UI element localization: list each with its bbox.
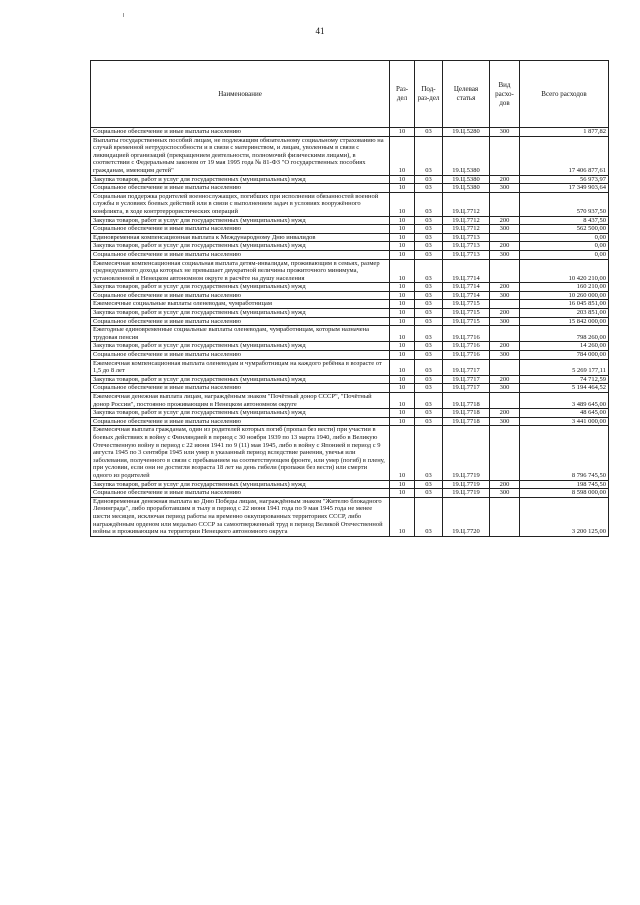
row-subsection: 03 [415, 409, 443, 418]
row-section: 10 [390, 259, 415, 283]
row-name: Социальное обеспечение и иные выплаты населению [91, 417, 390, 426]
table-row [91, 417, 609, 426]
row-amount: 48 645,00 [520, 409, 609, 418]
row-name: Ежемесячная компенсационная социальная выплата детям-инвалидам, проживающим в семьях, размер среднедушевого дохода которых не превышает двукратной величины прожиточного минимума, установленной в Ненецком автономном округе в расчёте на душу населения [91, 259, 390, 283]
row-target-article: 19.Ц.7713 [443, 233, 490, 242]
row-subsection: 03 [415, 233, 443, 242]
row-amount: 798 260,00 [520, 326, 609, 342]
row-amount: 3 489 645,00 [520, 393, 609, 409]
row-subsection: 03 [415, 291, 443, 300]
table-row [91, 300, 609, 309]
row-expense-type: 300 [490, 384, 520, 393]
row-amount: 56 973,97 [520, 175, 609, 184]
table-row [91, 497, 609, 536]
row-name: Социальное обеспечение и иные выплаты населению [91, 317, 390, 326]
row-expense-type: 200 [490, 216, 520, 225]
row-section: 10 [390, 489, 415, 498]
table-row [91, 480, 609, 489]
table-row [91, 359, 609, 375]
row-subsection: 03 [415, 359, 443, 375]
row-amount: 3 200 125,00 [520, 497, 609, 536]
row-expense-type [490, 393, 520, 409]
row-expense-type [490, 192, 520, 216]
row-amount: 160 210,00 [520, 283, 609, 292]
row-section: 10 [390, 128, 415, 137]
row-target-article: 19.Ц.7717 [443, 375, 490, 384]
row-name: Социальное обеспечение и иные выплаты населению [91, 384, 390, 393]
row-name: Социальное обеспечение и иные выплаты населению [91, 250, 390, 259]
row-name: Закупка товаров, работ и услуг для государственных (муниципальных) нужд [91, 409, 390, 418]
row-name: Социальное обеспечение и иные выплаты населению [91, 225, 390, 234]
row-expense-type: 300 [490, 291, 520, 300]
row-subsection: 03 [415, 300, 443, 309]
row-section: 10 [390, 136, 415, 175]
row-subsection: 03 [415, 283, 443, 292]
table-row [91, 216, 609, 225]
row-subsection: 03 [415, 184, 443, 193]
row-section: 10 [390, 250, 415, 259]
row-amount: 15 842 000,00 [520, 317, 609, 326]
row-amount: 10 420 210,00 [520, 259, 609, 283]
row-amount: 203 851,00 [520, 309, 609, 318]
row-amount: 5 194 464,52 [520, 384, 609, 393]
row-expense-type: 200 [490, 309, 520, 318]
row-amount: 5 269 177,11 [520, 359, 609, 375]
row-name: Ежегодные единовременные социальные выплаты оленеводам, чумработницам, которым назначена трудовая пенсия [91, 326, 390, 342]
row-expense-type [490, 359, 520, 375]
row-name: Единовременная денежная выплата ко Дню Победы лицам, награждённым знаком "Жителю блокадного Ленинграда", либо проработавшим в тылу в период с 22 июня 1941 года по 9 мая 1945 года не менее шести месяцев, исключая период работы на временно оккупированных территориях СССР, либо награждённым орденом или медалью СССР за самоотверженный труд в период Великой Отечественной войны и проживающим на территории Ненецкого автономного округа [91, 497, 390, 536]
row-target-article: 19.Ц.7719 [443, 480, 490, 489]
row-section: 10 [390, 326, 415, 342]
table-row [91, 291, 609, 300]
row-name: Ежемесячные социальные выплаты оленеводам, чумработницам [91, 300, 390, 309]
table-row [91, 317, 609, 326]
table-row [91, 409, 609, 418]
row-expense-type: 300 [490, 128, 520, 137]
row-amount: 562 500,00 [520, 225, 609, 234]
row-expense-type [490, 233, 520, 242]
row-subsection: 03 [415, 128, 443, 137]
row-subsection: 03 [415, 192, 443, 216]
row-subsection: 03 [415, 216, 443, 225]
row-target-article: 19.Ц.7712 [443, 225, 490, 234]
row-subsection: 03 [415, 309, 443, 318]
row-name: Закупка товаров, работ и услуг для государственных (муниципальных) нужд [91, 480, 390, 489]
row-subsection: 03 [415, 342, 443, 351]
row-expense-type: 300 [490, 225, 520, 234]
table-row [91, 175, 609, 184]
table-row [91, 259, 609, 283]
row-target-article: 19.Ц.7715 [443, 300, 490, 309]
row-expense-type: 300 [490, 250, 520, 259]
row-target-article: 19.Ц.5380 [443, 175, 490, 184]
row-section: 10 [390, 426, 415, 480]
row-section: 10 [390, 417, 415, 426]
row-name: Социальное обеспечение и иные выплаты населению [91, 128, 390, 137]
row-subsection: 03 [415, 225, 443, 234]
row-target-article: 19.Ц.7714 [443, 259, 490, 283]
page-number: 41 [315, 26, 325, 36]
row-subsection: 03 [415, 426, 443, 480]
header-expense-type: Вид расхо-дов [490, 61, 520, 128]
row-amount: 14 260,00 [520, 342, 609, 351]
row-subsection: 03 [415, 136, 443, 175]
scan-speck [123, 13, 124, 17]
row-name: Социальное обеспечение и иные выплаты населению [91, 184, 390, 193]
row-amount: 570 937,50 [520, 192, 609, 216]
table-row [91, 250, 609, 259]
row-expense-type [490, 300, 520, 309]
row-section: 10 [390, 359, 415, 375]
row-target-article: 19.Ц.7712 [443, 192, 490, 216]
row-target-article: 19.Ц.7714 [443, 283, 490, 292]
row-target-article: 19.Ц.7716 [443, 326, 490, 342]
row-target-article: 19.Ц.7716 [443, 351, 490, 360]
row-section: 10 [390, 225, 415, 234]
row-section: 10 [390, 175, 415, 184]
row-section: 10 [390, 291, 415, 300]
row-target-article: 19.Ц.7718 [443, 417, 490, 426]
row-expense-type: 300 [490, 417, 520, 426]
row-target-article: 19.Ц.7715 [443, 317, 490, 326]
row-expense-type: 300 [490, 184, 520, 193]
row-target-article: 19.Ц.7718 [443, 393, 490, 409]
row-section: 10 [390, 393, 415, 409]
row-subsection: 03 [415, 384, 443, 393]
row-section: 10 [390, 242, 415, 251]
row-amount: 198 745,50 [520, 480, 609, 489]
row-expense-type: 200 [490, 480, 520, 489]
row-name: Социальное обеспечение и иные выплаты населению [91, 351, 390, 360]
budget-table [90, 60, 609, 537]
row-amount: 8 796 745,50 [520, 426, 609, 480]
row-amount: 8 598 000,00 [520, 489, 609, 498]
table-body [91, 128, 609, 537]
row-section: 10 [390, 300, 415, 309]
row-amount: 16 045 851,00 [520, 300, 609, 309]
table-row [91, 184, 609, 193]
row-subsection: 03 [415, 259, 443, 283]
row-name: Закупка товаров, работ и услуг для государственных (муниципальных) нужд [91, 216, 390, 225]
row-section: 10 [390, 375, 415, 384]
table-row [91, 309, 609, 318]
row-target-article: 19.Ц.7713 [443, 250, 490, 259]
row-amount: 1 877,82 [520, 128, 609, 137]
row-subsection: 03 [415, 317, 443, 326]
row-subsection: 03 [415, 250, 443, 259]
row-amount: 784 000,00 [520, 351, 609, 360]
row-expense-type: 300 [490, 489, 520, 498]
row-expense-type [490, 136, 520, 175]
row-subsection: 03 [415, 375, 443, 384]
row-expense-type [490, 497, 520, 536]
row-amount: 0,00 [520, 250, 609, 259]
row-target-article: 19.Ц.5380 [443, 136, 490, 175]
row-section: 10 [390, 309, 415, 318]
table-row [91, 375, 609, 384]
table-row [91, 233, 609, 242]
row-target-article: 19.Ц.7720 [443, 497, 490, 536]
row-subsection: 03 [415, 393, 443, 409]
header-row [91, 61, 609, 128]
row-expense-type: 300 [490, 351, 520, 360]
row-subsection: 03 [415, 351, 443, 360]
header-total: Всего расходов [520, 61, 609, 128]
row-name: Закупка товаров, работ и услуг для государственных (муниципальных) нужд [91, 283, 390, 292]
table-row [91, 426, 609, 480]
row-subsection: 03 [415, 489, 443, 498]
header-section: Раз-дел [390, 61, 415, 128]
row-target-article: 19.Ц.7715 [443, 309, 490, 318]
row-target-article: 19.Ц.7712 [443, 216, 490, 225]
row-name: Закупка товаров, работ и услуг для государственных (муниципальных) нужд [91, 342, 390, 351]
table-row [91, 351, 609, 360]
table-row [91, 192, 609, 216]
table-row [91, 242, 609, 251]
row-section: 10 [390, 351, 415, 360]
row-section: 10 [390, 283, 415, 292]
header-target-article: Целевая статья [443, 61, 490, 128]
row-section: 10 [390, 409, 415, 418]
table-row [91, 136, 609, 175]
row-target-article: 19.Ц.5280 [443, 128, 490, 137]
table-row [91, 489, 609, 498]
row-target-article: 19.Ц.7719 [443, 489, 490, 498]
row-name: Закупка товаров, работ и услуг для государственных (муниципальных) нужд [91, 309, 390, 318]
row-name: Единовременная компенсационная выплата к Международному Дню инвалидов [91, 233, 390, 242]
row-section: 10 [390, 184, 415, 193]
row-target-article: 19.Ц.5380 [443, 184, 490, 193]
row-name: Ежемесячная денежная выплата лицам, награждённым знаком "Почётный донор СССР", "Почётный донор России", постоянно проживающим в Ненецком автономном округе [91, 393, 390, 409]
row-amount: 17 406 877,61 [520, 136, 609, 175]
row-target-article: 19.Ц.7717 [443, 359, 490, 375]
row-name: Ежемесячная выплата гражданам, один из родителей которых погиб (пропал без вести) при участии в боевых действиях в войну с Финляндией в период с 30 ноября 1939 по 13 марта 1940, либо в Великую Отечественную войну в период с 22 июня 1941 по 9 (11) мая 1945, либо в войну с Японией в период с 9 августа 1945 по 3 сентября 1945 или умер в указанный период вследствие ранения, увечья или заболевания, полученного в связи с пребыванием на соответствующем фронте, или умер (погиб) в плену, при условии, если они не достигли возраста 18 лет на день гибели (пропажи без вести) или смерти одного из родителей [91, 426, 390, 480]
table-row [91, 225, 609, 234]
row-amount: 3 441 000,00 [520, 417, 609, 426]
row-section: 10 [390, 342, 415, 351]
row-name: Выплаты государственных пособий лицам, не подлежащим обязательному социальному страхованию на случай временной нетрудоспособности и в связи с материнством, и лицам, уволенным в связи с ликвидацией организаций (прекращением деятельности, полномочий физическими лицами), в соответствии с Федеральным законом от 19 мая 1995 года № 81-ФЗ "О государственных пособиях гражданам, имеющим детей" [91, 136, 390, 175]
row-subsection: 03 [415, 242, 443, 251]
table-row [91, 283, 609, 292]
row-target-article: 19.Ц.7714 [443, 291, 490, 300]
row-amount: 0,00 [520, 233, 609, 242]
row-expense-type: 200 [490, 175, 520, 184]
row-expense-type: 200 [490, 342, 520, 351]
row-name: Закупка товаров, работ и услуг для государственных (муниципальных) нужд [91, 175, 390, 184]
row-target-article: 19.Ц.7718 [443, 409, 490, 418]
row-name: Социальная поддержка родителей военнослужащих, погибших при исполнении обязанностей военной службы в условиях боевых действий или в связи с выполнением задач в условиях вооружённого конфликта, в ходе контртеррористических операций [91, 192, 390, 216]
row-amount: 17 349 903,64 [520, 184, 609, 193]
row-target-article: 19.Ц.7719 [443, 426, 490, 480]
row-section: 10 [390, 216, 415, 225]
row-name: Социальное обеспечение и иные выплаты населению [91, 291, 390, 300]
row-amount: 10 260 000,00 [520, 291, 609, 300]
row-section: 10 [390, 497, 415, 536]
row-target-article: 19.Ц.7717 [443, 384, 490, 393]
row-subsection: 03 [415, 417, 443, 426]
row-expense-type: 200 [490, 409, 520, 418]
row-subsection: 03 [415, 480, 443, 489]
row-amount: 8 437,50 [520, 216, 609, 225]
row-expense-type: 200 [490, 242, 520, 251]
row-expense-type [490, 259, 520, 283]
row-subsection: 03 [415, 326, 443, 342]
row-section: 10 [390, 317, 415, 326]
table-row [91, 326, 609, 342]
row-expense-type [490, 326, 520, 342]
header-subsection: Под-раз-дел [415, 61, 443, 128]
row-amount: 74 712,59 [520, 375, 609, 384]
row-section: 10 [390, 192, 415, 216]
row-section: 10 [390, 480, 415, 489]
row-section: 10 [390, 384, 415, 393]
row-target-article: 19.Ц.7713 [443, 242, 490, 251]
row-target-article: 19.Ц.7716 [443, 342, 490, 351]
table-row [91, 342, 609, 351]
row-name: Социальное обеспечение и иные выплаты населению [91, 489, 390, 498]
row-name: Ежемесячная компенсационная выплата оленеводам и чумработницам на каждого ребёнка в возрасте от 1,5 до 8 лет [91, 359, 390, 375]
table-row [91, 128, 609, 137]
row-expense-type: 300 [490, 317, 520, 326]
table-row [91, 393, 609, 409]
row-expense-type: 200 [490, 283, 520, 292]
row-amount: 0,00 [520, 242, 609, 251]
row-expense-type [490, 426, 520, 480]
table-row [91, 384, 609, 393]
row-section: 10 [390, 233, 415, 242]
row-expense-type: 200 [490, 375, 520, 384]
row-name: Закупка товаров, работ и услуг для государственных (муниципальных) нужд [91, 242, 390, 251]
row-name: Закупка товаров, работ и услуг для государственных (муниципальных) нужд [91, 375, 390, 384]
row-subsection: 03 [415, 497, 443, 536]
header-name: Наименование [91, 61, 390, 128]
row-subsection: 03 [415, 175, 443, 184]
